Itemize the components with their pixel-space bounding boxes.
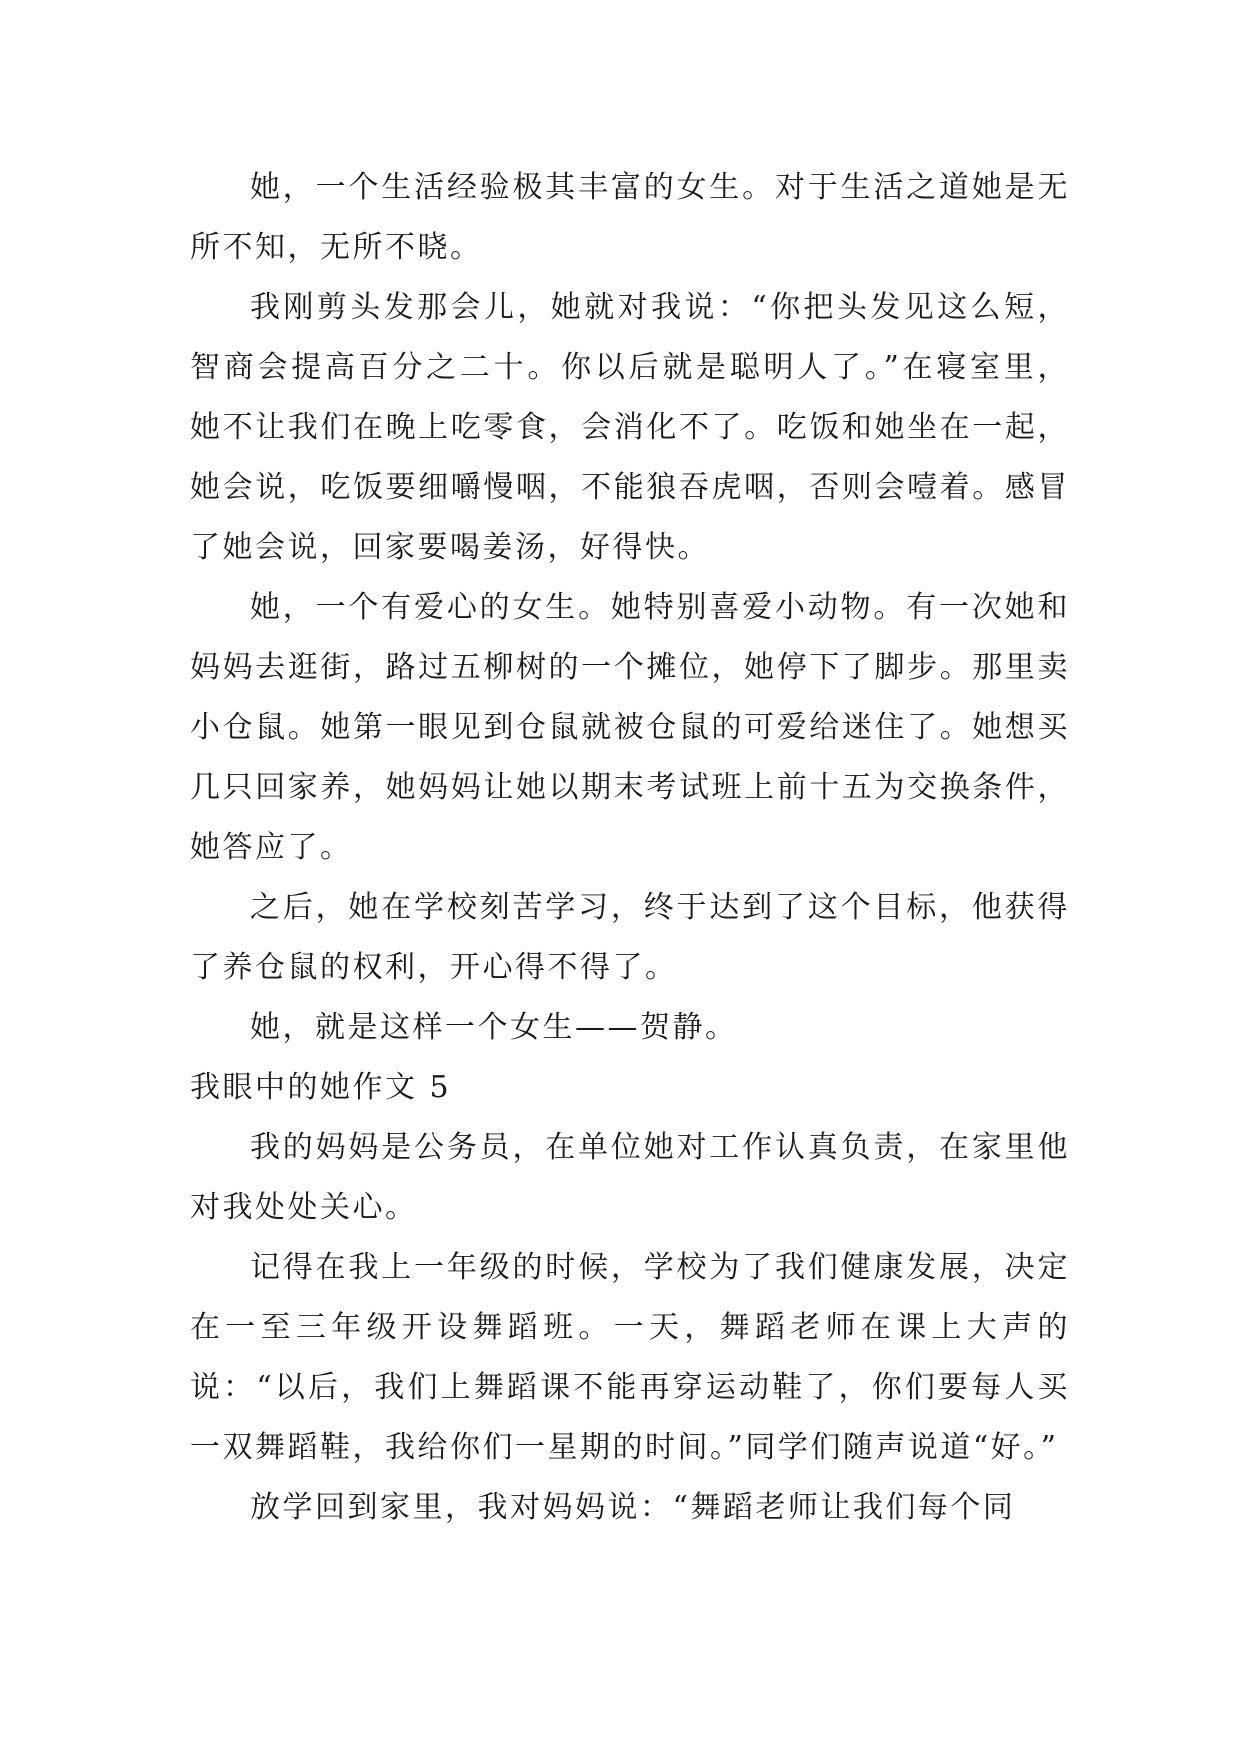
paragraph: 她，一个生活经验极其丰富的女生。对于生活之道她是无所不知，无所不晓。 <box>190 170 1070 265</box>
section-heading: 我眼中的她作文 5 <box>190 1070 452 1105</box>
paragraph: 之后，她在学校刻苦学习，终于达到了这个目标，他获得了养仓鼠的权利，开心得不得了。 <box>190 890 1070 985</box>
paragraph: 记得在我上一年级的时候，学校为了我们健康发展，决定在一至三年级开设舞蹈班。一天，舞蹈老师在课上大声的说：“以后，我们上舞蹈课不能再穿运动鞋了，你们要每人买一双舞蹈鞋，我给你们一星期的时间。”同学们随声说道“好。” <box>190 1250 1070 1465</box>
paragraph: 我的妈妈是公务员，在单位她对工作认真负责，在家里他对我处处关心。 <box>190 1130 1070 1225</box>
paragraph: 她，就是这样一个女生——贺静。 <box>250 1010 738 1045</box>
document-page <box>190 158 1070 1538</box>
paragraph: 放学回到家里，我对妈妈说：“舞蹈老师让我们每个同 <box>250 1490 1016 1525</box>
paragraph: 她，一个有爱心的女生。她特别喜爱小动物。有一次她和妈妈去逛街，路过五柳树的一个摊位，她停下了脚步。那里卖小仓鼠。她第一眼见到仓鼠就被仓鼠的可爱给迷住了。她想买几只回家养，她妈妈让她以期末考试班上前十五为交换条件，她答应了。 <box>190 590 1070 865</box>
paragraph: 我刚剪头发那会儿，她就对我说：“你把头发见这么短，智商会提高百分之二十。你以后就是聪明人了。”在寝室里，她不让我们在晚上吃零食，会消化不了。吃饭和她坐在一起，她会说，吃饭要细嚼慢咽，不能狼吞虎咽，否则会噎着。感冒了她会说，回家要喝姜汤，好得快。 <box>190 290 1070 565</box>
